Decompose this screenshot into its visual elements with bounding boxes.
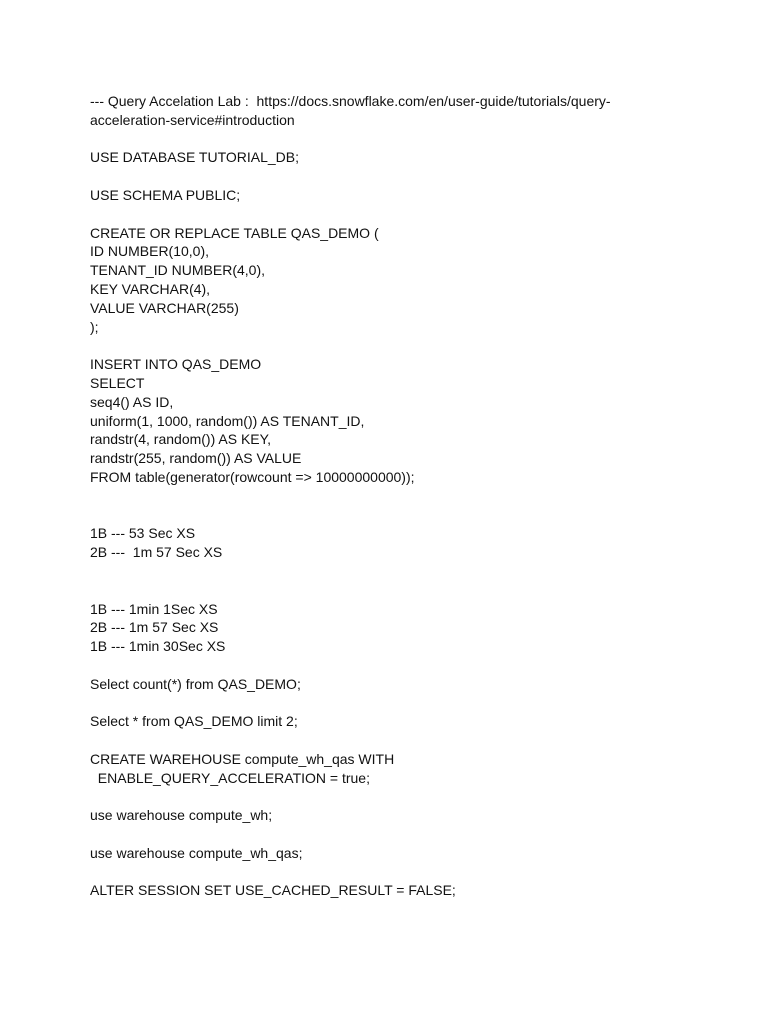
text-line (90, 130, 650, 149)
text-line (90, 731, 650, 750)
text-line (90, 581, 650, 600)
text-line: randstr(255, random()) AS VALUE (90, 450, 302, 467)
text-line (90, 167, 650, 186)
text-line: CREATE WAREHOUSE compute_wh_qas WITH (90, 750, 395, 767)
text-line: randstr(4, random()) AS KEY, (90, 431, 272, 448)
text-line: VALUE VARCHAR(255) (90, 299, 239, 316)
text-line: seq4() AS ID, (90, 393, 174, 410)
text-line: CREATE OR REPLACE TABLE QAS_DEMO ( (90, 224, 379, 241)
text-line: 2B --- 1m 57 Sec XS (90, 619, 219, 636)
text-line: ID NUMBER(10,0), (90, 243, 210, 260)
text-line (90, 694, 650, 713)
text-line: acceleration-service#introduction (90, 111, 295, 128)
text-line: KEY VARCHAR(4), (90, 280, 211, 297)
text-line (90, 656, 650, 675)
text-line: 2B --- 1m 57 Sec XS (90, 544, 223, 561)
document-text (90, 92, 650, 900)
text-line: 1B --- 1min 1Sec XS (90, 600, 218, 617)
text-line (90, 562, 650, 581)
text-line: 1B --- 1min 30Sec XS (90, 638, 226, 655)
text-line: ); (90, 318, 99, 335)
text-line (90, 205, 650, 224)
text-line: TENANT_ID NUMBER(4,0), (90, 262, 266, 279)
text-line: use warehouse compute_wh; (90, 807, 273, 824)
text-line: Select count(*) from QAS_DEMO; (90, 675, 301, 692)
text-line: FROM table(generator(rowcount => 10000000000)); (90, 468, 415, 485)
text-line: Select * from QAS_DEMO limit 2; (90, 713, 298, 730)
text-line (90, 787, 650, 806)
text-line (90, 506, 650, 525)
text-line: USE SCHEMA PUBLIC; (90, 186, 241, 203)
text-line: uniform(1, 1000, random()) AS TENANT_ID, (90, 412, 365, 429)
text-line: ALTER SESSION SET USE_CACHED_RESULT = FALSE; (90, 882, 456, 899)
text-line: SELECT (90, 374, 145, 391)
text-line (90, 825, 650, 844)
text-line (90, 863, 650, 882)
text-line (90, 487, 650, 506)
text-line: 1B --- 53 Sec XS (90, 525, 196, 542)
text-line: use warehouse compute_wh_qas; (90, 844, 303, 861)
text-line: --- Query Accelation Lab : https://docs.snowflake.com/en/user-guide/tutorials/query- (90, 93, 611, 109)
text-line (90, 336, 650, 355)
text-line: ENABLE_QUERY_ACCELERATION = true; (90, 769, 370, 786)
text-line: USE DATABASE TUTORIAL_DB; (90, 149, 300, 166)
text-line: INSERT INTO QAS_DEMO (90, 356, 262, 373)
